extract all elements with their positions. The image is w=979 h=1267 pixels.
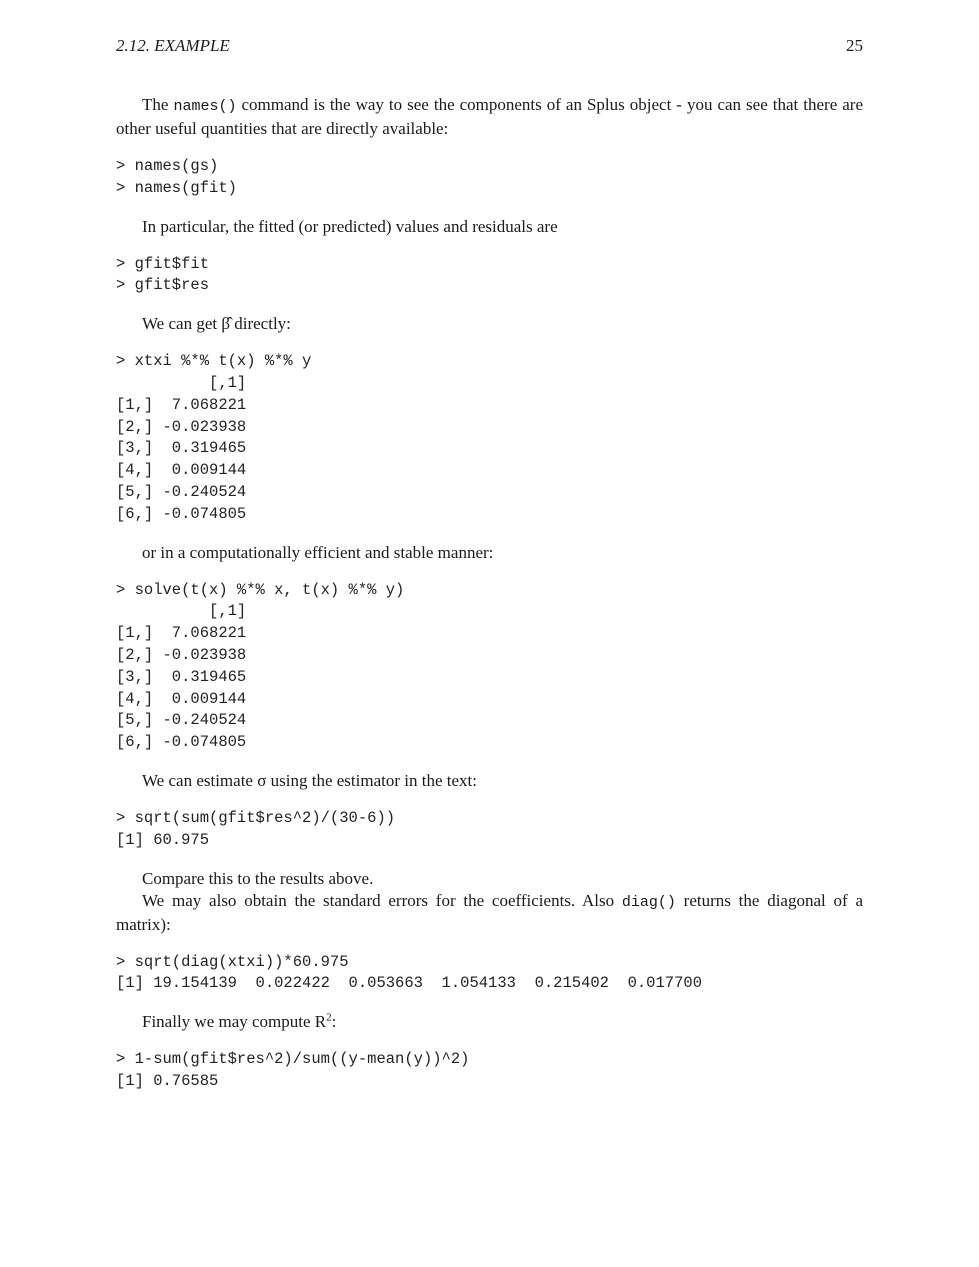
beta-hat-symbol: β̂ [221,314,230,334]
text-run: We can get [142,314,222,334]
inline-code: diag() [621,893,676,911]
text-run: returns the diagonal of a matrix): [116,890,863,934]
superscript: 2 [326,1011,332,1024]
code-block-solve: > solve(t(x) %*% x, t(x) %*% y) [,1] [1,] 7.068221 [2,] -0.023938 [3,] 0.319465 [4,] 0.009144 [5,] -0.240524 [6,] -0.074805 [116,580,405,752]
paragraph-sigma [116,770,863,792]
text-run: We can estimate [142,770,258,790]
paragraph-efficient: or in a computationally efficient and stable manner: [142,542,494,562]
text-run: The [142,95,174,114]
code-block-sigma: > sqrt(sum(gfit$res^2)/(30-6)) [1] 60.975 [116,808,396,849]
running-header [116,36,863,58]
text-run: Finally we may compute R [142,1012,327,1032]
code-block-xtxi: > xtxi %*% t(x) %*% y [,1] [1,] 7.068221 [2,] -0.023938 [3,] 0.319465 [4,] 0.009144 [5,] -0.240524 [6,] -0.074805 [116,352,312,523]
paragraph-compare: Compare this to the results above. [142,868,374,888]
paragraph-fitted: In particular, the fitted (or predicted) values and residuals are [142,216,558,236]
code-block-names: > names(gs) > names(gfit) [116,157,237,197]
inline-code: names() [173,98,237,115]
paragraph-stderr [116,890,863,936]
text-run: using the estimator in the text: [266,770,477,790]
section-title: 2.12. EXAMPLE [116,36,230,55]
paragraph-beta [116,313,863,335]
code-block-fit-res: > gfit$fit > gfit$res [116,254,210,295]
page-number: 25 [846,36,863,55]
text-run: We may also obtain the standard errors for the coefficients. Also [142,890,622,910]
sigma-symbol: σ [257,770,267,790]
text-run: command is the way to see the components of an Splus object - you can see that there are other useful quantities that are directly available: [116,95,863,138]
text-run: directly: [230,314,291,334]
paragraph-names [116,94,863,140]
text-run: : [331,1012,337,1032]
page-content [116,36,863,1093]
paragraph-rsquared [116,1011,863,1033]
code-block-stderr: > sqrt(diag(xtxi))*60.975 [1] 19.154139 0.022422 0.053663 1.054133 0.215402 0.017700 [116,952,702,993]
code-block-rsquared: > 1-sum(gfit$res^2)/sum((y-mean(y))^2) [1] 0.76585 [116,1050,470,1090]
